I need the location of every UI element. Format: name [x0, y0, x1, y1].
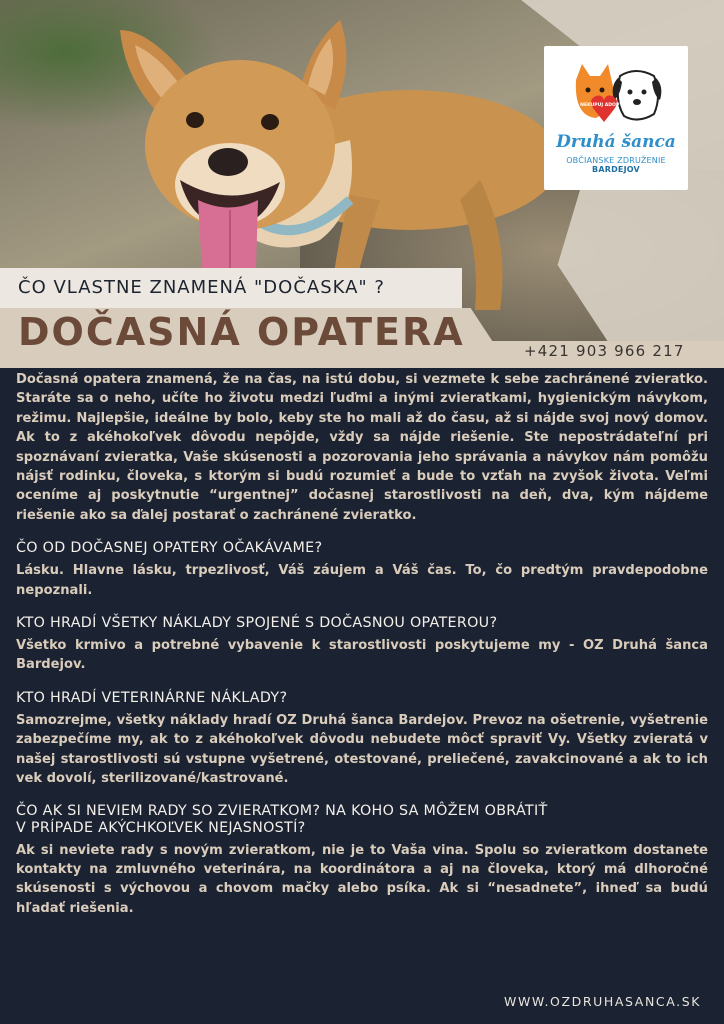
- logo-subtitle: OBČIANSKE ZDRUŽENIE BARDEJOV: [566, 156, 666, 174]
- section-text: Všetko krmivo a potrebné vybavenie k starostlivosti poskytujeme my - OZ Druhá šanca Bardejov.: [16, 638, 708, 673]
- section-heading: ČO OD DOČASNEJ OPATERY OČAKÁVAME?: [16, 540, 323, 557]
- intro-text: Dočasná opatera znamená, že na čas, na istú dobu, si vezmete k sebe zachránené zvieratko. Staráte sa o neho, učíte ho životu medzi ľuďmi a inými zvieratkami, hygienickým návykom, režimu. Najlepšie, ideálne by bolo, keby ste ho mali až do času, až si nájde svoj nový domov. Ak to z akéhokoľvek dôvodu nepôjde, vždy sa nájde riešenie. Ste nepostrádateľní pri spoznávaní zvieratka, Vaše skúsenosti a pozorovania jeho správania a návykov nám pomôžu nájsť rodinku, človeka, s ktorým si budú rozumieť a bude to vzťah na zvyšok života. Veľmi oceníme aj poskytnutie “urgentnej” dočasnej starostlivosti na deň, dva, kým nájdeme riešenie ako sa ďalej postarať o zachránené zvieratko.: [16, 372, 708, 523]
- section-text: Ak si neviete rady s novým zvieratkom, nie je to Vaša vina. Spolu so zvieratkom dostanete kontakty na zmluvného veterinára, na koordinátora a aj na človeka, ktorý má dlhoročné skúsenosti s výchovou a chovom mačky alebo psíka. Ak si “nesadnete”, ihneď sa budú hľadať riešenia.: [16, 842, 708, 916]
- content: [16, 370, 708, 918]
- phone-number: +421 903 966 217: [524, 342, 685, 360]
- subtitle: ČO VLASTNE ZNAMENÁ "DOČASKA" ?: [18, 277, 385, 298]
- section-heading: KTO HRADÍ VŠETKY NÁKLADY SPOJENÉ S DOČASNOU OPATEROU?: [16, 615, 498, 632]
- section-heading: KTO HRADÍ VETERINÁRNE NÁKLADY?: [16, 689, 288, 706]
- page-title: DOČASNÁ OPATERA: [18, 310, 465, 354]
- dog-icon: [613, 71, 662, 120]
- section-text: Samozrejme, všetky náklady hradí OZ Druhá šanca Bardejov. Prevoz na ošetrenie, vyšetrenie zabezpečíme my, ak to z akéhokoľvek dôvodu nebudete môcť spraviť Vy. Všetky zvieratá v našej starostlivosti sú vstupne vyšetrené, otestované, preliečené, zavakcinované a ak to ich vek dovolí, sterilizované/kastrované.: [16, 712, 708, 787]
- logo-name: Druhá šanca: [556, 132, 676, 152]
- logo-graphic: [562, 60, 670, 132]
- website-link[interactable]: WWW.OZDRUHASANCA.SK: [504, 994, 702, 1009]
- svg-text:NEKUPUJ ADOPTUJ: NEKUPUJ ADOPTUJ: [580, 103, 628, 108]
- section-heading: ČO AK SI NEVIEM RADY SO ZVIERATKOM? NA KOHO SA MÔŽEM OBRÁTIŤ V PRÍPADE AKÝCHKOĽVEK NEJASNOSTÍ?: [16, 802, 548, 836]
- logo: [544, 46, 688, 190]
- dog-illustration: [80, 10, 560, 310]
- section-text: Lásku. Hlavne lásku, trpezlivosť, Váš záujem a Váš čas. To, čo predtým pravdepodobne nepoznali.: [16, 563, 708, 598]
